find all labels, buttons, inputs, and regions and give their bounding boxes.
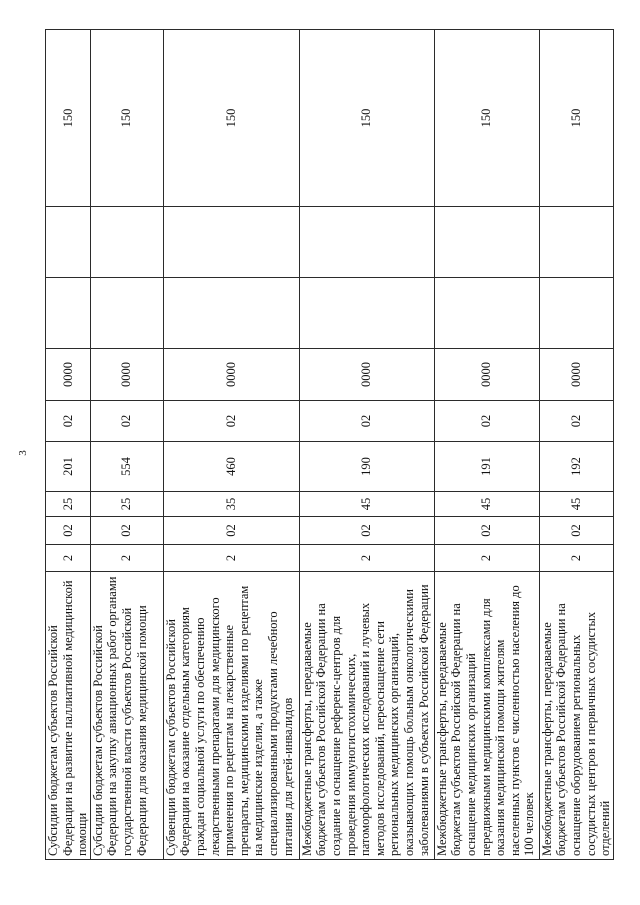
table-row	[434, 30, 539, 860]
empty-cell	[163, 278, 299, 349]
code-cell: 0000	[539, 349, 613, 401]
empty-cell	[434, 278, 539, 349]
code-cell: 25	[90, 492, 163, 517]
empty-cell	[163, 207, 299, 278]
empty-cell	[299, 278, 434, 349]
code-cell: 02	[434, 517, 539, 545]
code-cell: 150	[46, 30, 91, 207]
row-name: Субсидии бюджетам субъектов Российской Федерации на закупку авиационных работ органами государственной власти субъектов Российской Федерации для оказания медицинской помощи	[90, 572, 163, 860]
code-cell: 150	[299, 30, 434, 207]
empty-cell	[46, 207, 91, 278]
code-cell: 192	[539, 442, 613, 492]
code-cell: 2	[163, 545, 299, 572]
code-cell: 0000	[46, 349, 91, 401]
code-cell: 150	[539, 30, 613, 207]
code-cell: 45	[299, 492, 434, 517]
budget-codes-table	[45, 29, 614, 860]
code-cell: 02	[46, 517, 91, 545]
table-row	[299, 30, 434, 860]
code-cell: 45	[434, 492, 539, 517]
row-name: Субвенции бюджетам субъектов Российской Федерации на оказание отдельным категориям граждан социальной услуги по обеспечению лекарственными препаратами для медицинского применения по рецептам на лекарственные препараты, медицинскими изделиями по рецептам на медицинские изделия, а также специализированными продуктами лечебного питания для детей-инвалидов	[163, 572, 299, 860]
rotated-page	[45, 30, 614, 860]
code-cell: 0000	[299, 349, 434, 401]
code-cell: 02	[90, 517, 163, 545]
page-number: 3	[16, 450, 29, 456]
table-row	[163, 30, 299, 860]
code-cell: 460	[163, 442, 299, 492]
code-cell: 02	[539, 517, 613, 545]
code-cell: 150	[163, 30, 299, 207]
code-cell: 2	[46, 545, 91, 572]
empty-cell	[90, 278, 163, 349]
code-cell: 02	[299, 401, 434, 442]
row-name: Межбюджетные трансферты, передаваемые бюджетам субъектов Российской Федерации на создание и оснащение референс-центров для проведения иммуногистохимических, патоморфологических исследований и лучевых методов исследований, переоснащение сети региональных медицинских организаций, оказывающих помощь больным онкологическими заболеваниями в субъектах Российской Федерации	[299, 572, 434, 860]
code-cell: 02	[46, 401, 91, 442]
row-name: Межбюджетные трансферты, передаваемые бюджетам субъектов Российской Федерации на оснащение оборудованием региональных сосудистых центров и первичных сосудистых отделений	[539, 572, 613, 860]
table-row	[539, 30, 613, 860]
code-cell: 02	[434, 401, 539, 442]
empty-cell	[299, 207, 434, 278]
code-cell: 02	[163, 517, 299, 545]
code-cell: 2	[90, 545, 163, 572]
table-row	[90, 30, 163, 860]
code-cell: 25	[46, 492, 91, 517]
code-cell: 150	[90, 30, 163, 207]
code-cell: 0000	[434, 349, 539, 401]
table-row	[46, 30, 91, 860]
row-name: Субсидии бюджетам субъектов Российской Федерации на развитие паллиативной медицинской помощи	[46, 572, 91, 860]
code-cell: 2	[539, 545, 613, 572]
code-cell: 150	[434, 30, 539, 207]
code-cell: 0000	[163, 349, 299, 401]
empty-cell	[434, 207, 539, 278]
code-cell: 2	[299, 545, 434, 572]
code-cell: 02	[90, 401, 163, 442]
code-cell: 2	[434, 545, 539, 572]
code-cell: 02	[163, 401, 299, 442]
empty-cell	[539, 278, 613, 349]
code-cell: 190	[299, 442, 434, 492]
code-cell: 45	[539, 492, 613, 517]
empty-cell	[539, 207, 613, 278]
code-cell: 201	[46, 442, 91, 492]
row-name: Межбюджетные трансферты, передаваемые бюджетам субъектов Российской Федерации на оснащение медицинских организаций передвижными медицинскими комплексами для оказания медицинской помощи жителям населенных пунктов с численностью населения до 100 человек	[434, 572, 539, 860]
code-cell: 554	[90, 442, 163, 492]
code-cell: 0000	[90, 349, 163, 401]
empty-cell	[46, 278, 91, 349]
empty-cell	[90, 207, 163, 278]
code-cell: 191	[434, 442, 539, 492]
code-cell: 02	[299, 517, 434, 545]
code-cell: 02	[539, 401, 613, 442]
code-cell: 35	[163, 492, 299, 517]
